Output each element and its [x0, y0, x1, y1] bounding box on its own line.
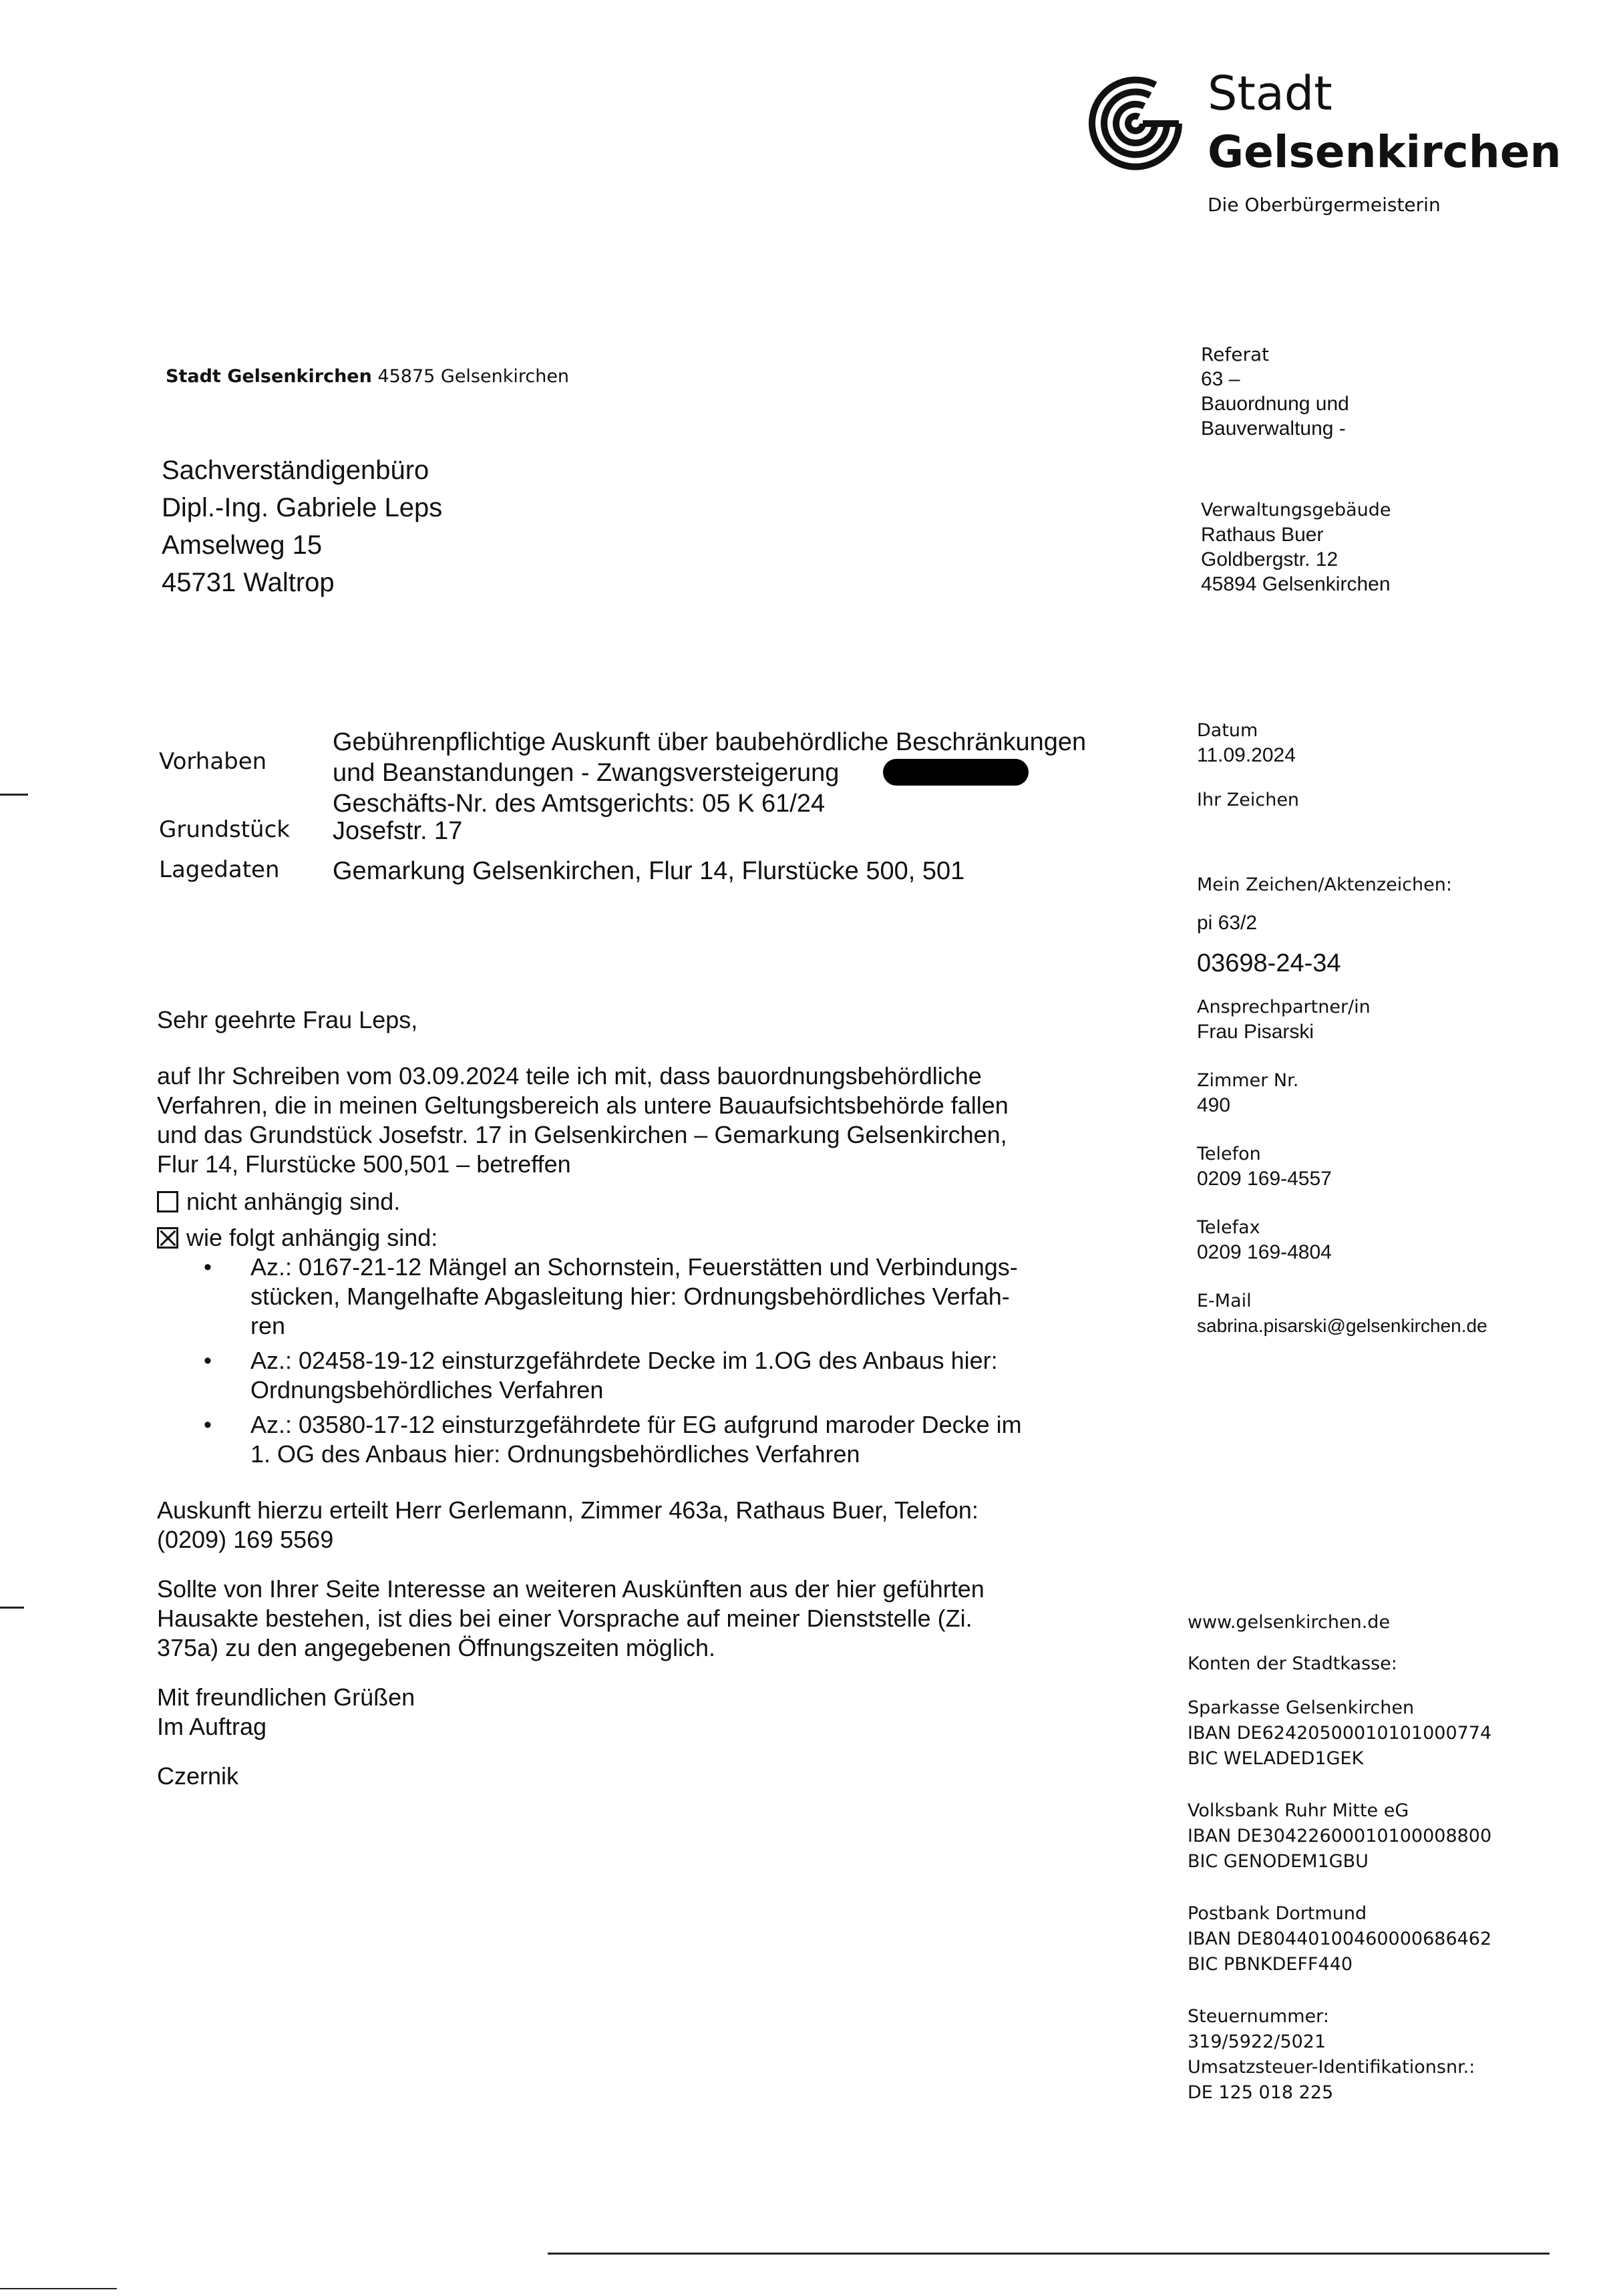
vorhaben-line: Gebührenpflichtige Auskunft über baubehördliche Beschränkungen: [333, 728, 1087, 756]
tax-line: DE 125 018 225: [1188, 2082, 1334, 2103]
closing-line: Mit freundlichen Grüßen: [157, 1683, 415, 1711]
telefon-label: Telefon: [1197, 1144, 1261, 1164]
tax-line: Steuernummer:: [1188, 2006, 1329, 2027]
bank-bic: BIC WELADED1GEK: [1188, 1748, 1364, 1769]
info-line: Auskunft hierzu erteilt Herr Gerlemann, Zimmer 463a, Rathaus Buer, Telefon:: [157, 1496, 978, 1524]
option-pending: [157, 1223, 1159, 1253]
list-item-line: Az.: 03580-17-12 einsturzgefährdete für EG aufgrund maroder Decke im: [250, 1411, 1022, 1438]
case-list: [204, 1253, 1159, 1469]
letter-body: [157, 1005, 1159, 1791]
telefon-value: 0209 169-4557: [1197, 1168, 1332, 1190]
logo-city-line1: Stadt: [1208, 66, 1332, 121]
building-line: Rathaus Buer: [1201, 524, 1324, 546]
vorhaben-label: Vorhaben: [159, 748, 267, 775]
closing-line: Im Auftrag: [157, 1713, 267, 1740]
list-item: [204, 1346, 1159, 1405]
telefax-label: Telefax: [1197, 1217, 1260, 1238]
bullet-icon: •: [204, 1348, 212, 1373]
list-item-line: ren: [250, 1312, 286, 1339]
recipient-line: Dipl.-Ing. Gabriele Leps: [162, 493, 443, 522]
intro-line: Flur 14, Flurstücke 500,501 – betreffen: [157, 1150, 571, 1178]
further-line: Sollte von Ihrer Seite Interesse an weiteren Auskünften aus der hier geführten: [157, 1575, 985, 1603]
signature-name: Czernik: [157, 1762, 239, 1790]
department-label: Referat: [1201, 343, 1270, 365]
zimmer-label: Zimmer Nr.: [1197, 1070, 1299, 1091]
bank-iban: IBAN DE80440100460000686462: [1188, 1929, 1492, 1949]
ansprechpartner-label: Ansprechpartner/in: [1197, 997, 1371, 1017]
sender-address: 45875 Gelsenkirchen: [377, 366, 570, 387]
list-item-line: Ordnungsbehördliches Verfahren: [250, 1376, 604, 1404]
bank-name: Sparkasse Gelsenkirchen: [1188, 1697, 1415, 1718]
mein-zeichen-value: pi 63/2: [1197, 912, 1258, 934]
ansprechpartner-value: Frau Pisarski: [1197, 1021, 1314, 1043]
punch-mark: [0, 1607, 24, 1609]
vorhaben-line: Geschäfts-Nr. des Amtsgerichts: 05 K 61/24: [333, 790, 826, 818]
list-item: [204, 1410, 1159, 1469]
accounts-label: Konten der Stadtkasse:: [1188, 1653, 1397, 1674]
bullet-icon: •: [204, 1255, 212, 1280]
aktenzeichen-value: 03698-24-34: [1197, 949, 1341, 977]
fold-mark: [0, 794, 28, 796]
logo-city-line2: Gelsenkirchen: [1208, 126, 1562, 178]
bank-entry: [1188, 1798, 1562, 1874]
datum-label: Datum: [1197, 720, 1258, 741]
tax-line: Umsatzsteuer-Identifikationsnr.:: [1188, 2057, 1475, 2078]
info-line: (0209) 169 5569: [157, 1526, 334, 1553]
bank-iban: IBAN DE30422600010100008800: [1188, 1826, 1492, 1846]
bank-bic: BIC GENODEM1GBU: [1188, 1851, 1369, 1872]
recipient-line: 45731 Waltrop: [162, 568, 335, 597]
grundstueck-label: Grundstück: [159, 816, 290, 843]
city-logo-icon: [1079, 67, 1192, 180]
building-line: 45894 Gelsenkirchen: [1201, 573, 1391, 595]
bank-entry: [1188, 1901, 1562, 1977]
department-line: Bauverwaltung -: [1201, 418, 1346, 440]
recipient-line: Amselweg 15: [162, 530, 323, 560]
bank-entry: [1188, 1695, 1562, 1772]
bank-bic: BIC PBNKDEFF440: [1188, 1954, 1353, 1975]
option-not-pending: [157, 1187, 1159, 1216]
footer-rule: [548, 2253, 1550, 2255]
list-item-line: stücken, Mangelhafte Abgasleitung hier: Ordnungsbehördliches Verfah-: [250, 1283, 1010, 1310]
footer-side: [1188, 1610, 1562, 2106]
building-block: [1201, 498, 1391, 597]
building-label: Verwaltungsgebäude: [1201, 500, 1391, 520]
ihr-zeichen-label: Ihr Zeichen: [1197, 790, 1300, 810]
lagedaten-label: Lagedaten: [159, 856, 280, 883]
intro-line: auf Ihr Schreiben vom 03.09.2024 teile ich mit, dass bauordnungsbehördliche: [157, 1062, 982, 1090]
redaction-bar: [883, 759, 1029, 786]
recipient-address: [162, 452, 442, 601]
bottom-edge-mark: [0, 2288, 117, 2289]
bullet-icon: •: [204, 1412, 212, 1438]
intro-paragraph: [157, 1061, 1159, 1179]
bank-name: Volksbank Ruhr Mitte eG: [1188, 1800, 1409, 1821]
zimmer-value: 490: [1197, 1094, 1231, 1116]
email-label: E-Mail: [1197, 1291, 1252, 1311]
meta-block: [1197, 718, 1544, 1338]
mein-zeichen-label: Mein Zeichen/Aktenzeichen:: [1197, 874, 1452, 895]
closing: [157, 1683, 1159, 1742]
telefax-value: 0209 169-4804: [1197, 1241, 1332, 1263]
lagedaten-value: Gemarkung Gelsenkirchen, Flur 14, Flurstücke 500, 501: [333, 857, 965, 885]
recipient-line: Sachverständigenbüro: [162, 456, 429, 485]
building-line: Goldbergstr. 12: [1201, 548, 1338, 570]
bank-iban: IBAN DE62420500010101000774: [1188, 1723, 1492, 1744]
intro-line: Verfahren, die in meinen Geltungsbereich als untere Bauaufsichtsbehörde fallen: [157, 1092, 1009, 1119]
list-item-line: 1. OG des Anbaus hier: Ordnungsbehördliches Verfahren: [250, 1440, 860, 1468]
checkbox-crossed-icon: [157, 1227, 178, 1249]
bank-name: Postbank Dortmund: [1188, 1903, 1367, 1924]
checkbox-unchecked-icon: [157, 1191, 178, 1212]
office-title: Die Oberbürgermeisterin: [1208, 194, 1441, 216]
sender-line: [166, 364, 569, 389]
email-value: sabrina.pisarski@gelsenkirchen.de: [1197, 1315, 1487, 1336]
tax-block: [1188, 2004, 1562, 2106]
department-line: Bauordnung und: [1201, 393, 1349, 415]
further-paragraph: [157, 1575, 1159, 1663]
option-not-pending-label: nicht anhängig sind.: [186, 1188, 401, 1215]
department-block: [1201, 342, 1349, 441]
option-pending-label: wie folgt anhängig sind:: [186, 1224, 438, 1251]
datum-value: 11.09.2024: [1197, 744, 1296, 766]
tax-line: 319/5922/5021: [1188, 2031, 1326, 2052]
list-item: [204, 1253, 1159, 1341]
info-paragraph: [157, 1496, 1159, 1554]
list-item-line: Az.: 0167-21-12 Mängel an Schornstein, Feuerstätten und Verbindungs-: [250, 1253, 1018, 1281]
vorhaben-line: und Beanstandungen - Zwangsversteigerung: [333, 759, 840, 787]
salutation: Sehr geehrte Frau Leps,: [157, 1006, 418, 1033]
intro-line: und das Grundstück Josefstr. 17 in Gelsenkirchen – Gemarkung Gelsenkirchen,: [157, 1121, 1007, 1148]
further-line: Hausakte bestehen, ist dies bei einer Vorsprache auf meiner Dienststelle (Zi.: [157, 1605, 972, 1632]
list-item-line: Az.: 02458-19-12 einsturzgefährdete Decke im 1.OG des Anbaus hier:: [250, 1347, 998, 1374]
website: www.gelsenkirchen.de: [1188, 1612, 1391, 1633]
sender-name: Stadt Gelsenkirchen: [166, 366, 372, 387]
department-line: 63 –: [1201, 368, 1240, 390]
further-line: 375a) zu den angegebenen Öffnungszeiten möglich.: [157, 1634, 715, 1661]
grundstueck-value: Josefstr. 17: [333, 817, 463, 845]
